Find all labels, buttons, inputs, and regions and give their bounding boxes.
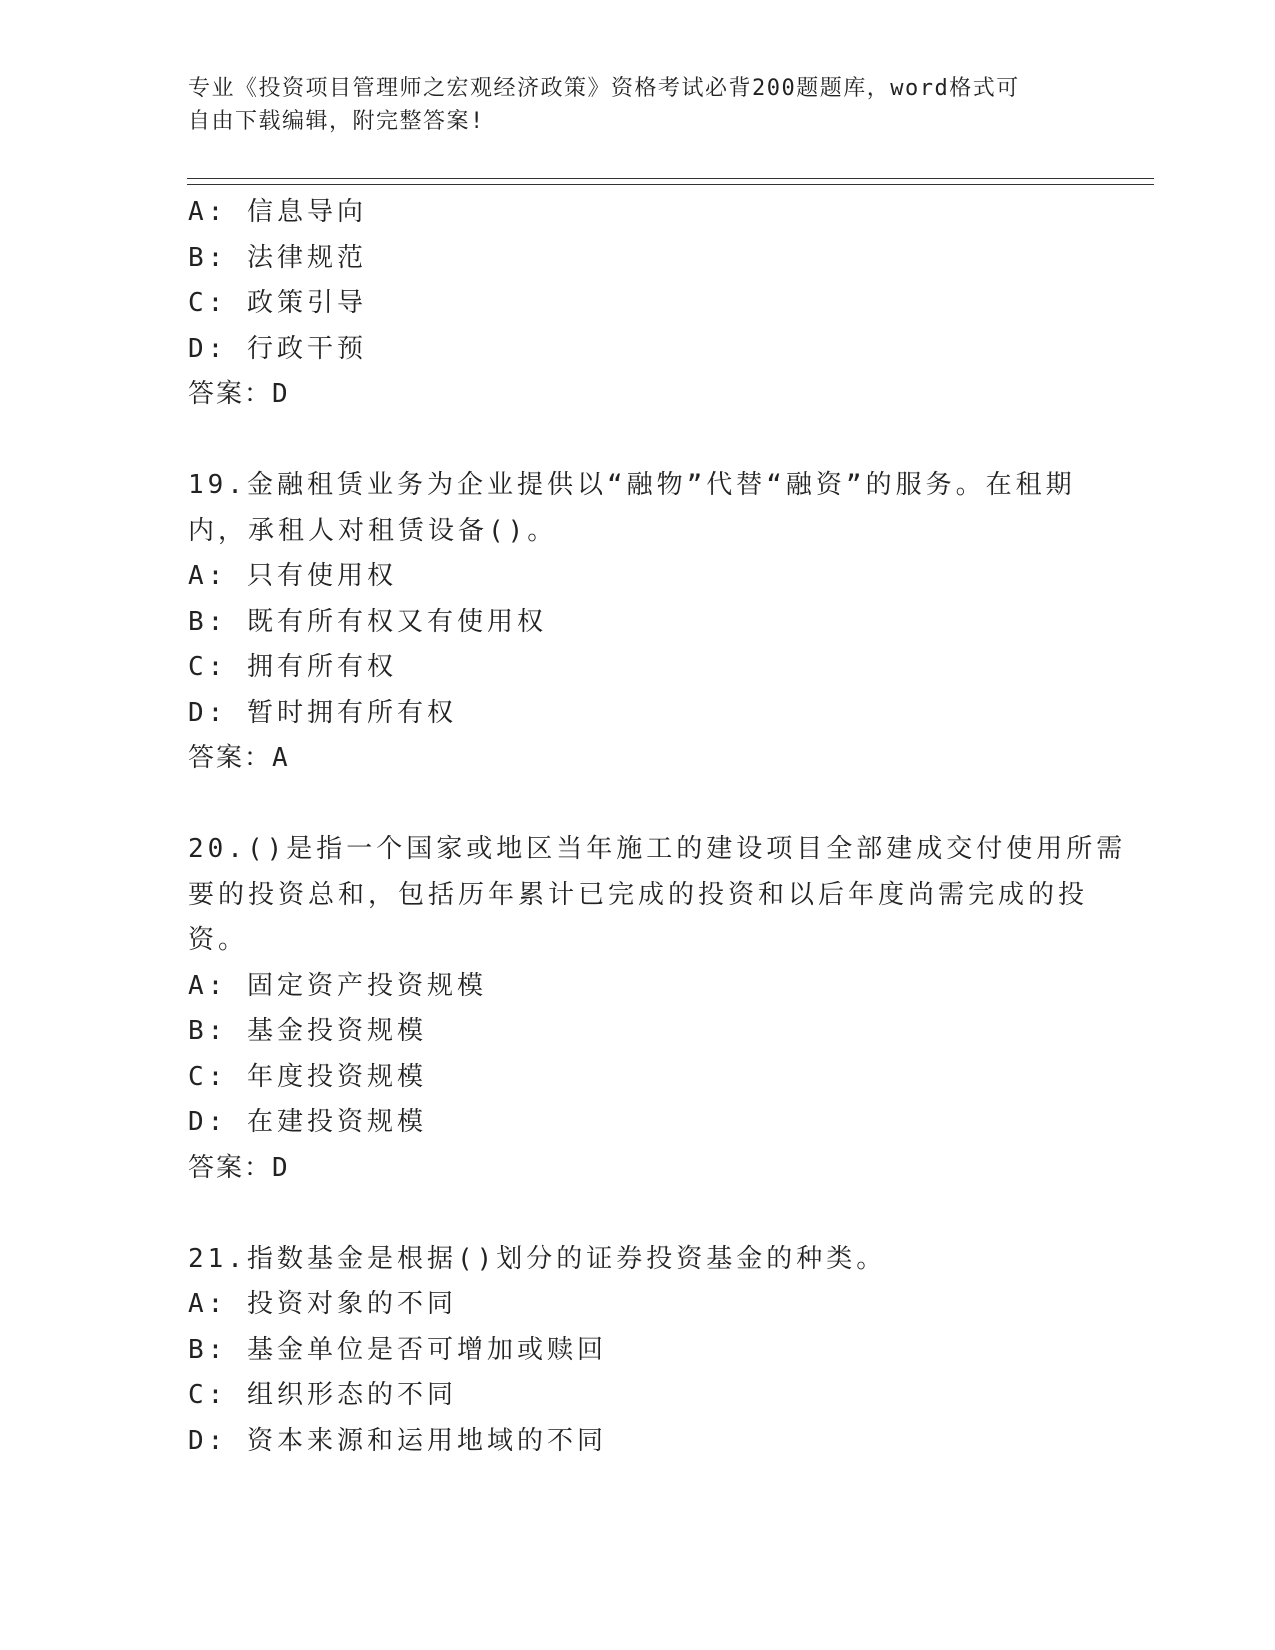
answer: 答案：D xyxy=(188,379,290,409)
option-d: D: 在建投资规模 xyxy=(188,1107,427,1137)
question-18 xyxy=(188,190,1088,418)
question-stem-line: 19.金融租赁业务为企业提供以“融物”代替“融资”的服务。在租期 xyxy=(188,470,1076,500)
option-c: C: 年度投资规模 xyxy=(188,1061,427,1092)
answer: 答案：D xyxy=(188,1152,290,1183)
document-header xyxy=(188,72,1078,138)
option-a: A: 固定资产投资规模 xyxy=(188,970,487,1001)
question-stem-line: 21.指数基金是根据()划分的证券投资基金的种类。 xyxy=(188,1243,887,1274)
option-d: D: 行政干预 xyxy=(188,333,367,364)
option-c: C: 组织形态的不同 xyxy=(188,1380,457,1410)
question-21 xyxy=(188,1237,1088,1465)
question-list xyxy=(188,190,1127,1464)
option-a: A: 只有使用权 xyxy=(188,561,397,591)
question-20 xyxy=(188,827,1127,1191)
option-b: B: 既有所有权又有使用权 xyxy=(188,606,547,637)
question-19 xyxy=(188,463,1088,782)
option-b: B: 法律规范 xyxy=(188,242,367,273)
question-stem-line: 内，承租人对租赁设备()。 xyxy=(188,515,558,546)
option-b: B: 基金投资规模 xyxy=(188,1016,427,1046)
option-d: D: 资本来源和运用地域的不同 xyxy=(188,1425,607,1456)
question-gap xyxy=(188,1191,1088,1237)
header-line-1: 专业《投资项目管理师之宏观经济政策》资格考试必背200题题库，word格式可 xyxy=(188,76,1020,101)
question-gap xyxy=(188,782,1088,828)
header-rule-bottom xyxy=(187,184,1154,185)
option-a: A: 信息导向 xyxy=(188,197,367,227)
header-rule-top xyxy=(187,178,1154,179)
option-d: D: 暂时拥有所有权 xyxy=(188,697,457,728)
question-stem-line: 20.()是指一个国家或地区当年施工的建设项目全部建成交付使用所需 xyxy=(188,834,1127,864)
question-stem-line: 要的投资总和，包括历年累计已完成的投资和以后年度尚需完成的投 xyxy=(188,879,1089,910)
header-line-2: 自由下载编辑，附完整答案! xyxy=(188,109,485,134)
answer: 答案：A xyxy=(188,743,290,773)
question-stem-line: 资。 xyxy=(188,925,249,955)
option-a: A: 投资对象的不同 xyxy=(188,1289,457,1319)
option-b: B: 基金单位是否可增加或赎回 xyxy=(188,1334,607,1365)
option-c: C: 政策引导 xyxy=(188,288,367,318)
option-c: C: 拥有所有权 xyxy=(188,652,397,682)
question-gap xyxy=(188,418,1088,464)
